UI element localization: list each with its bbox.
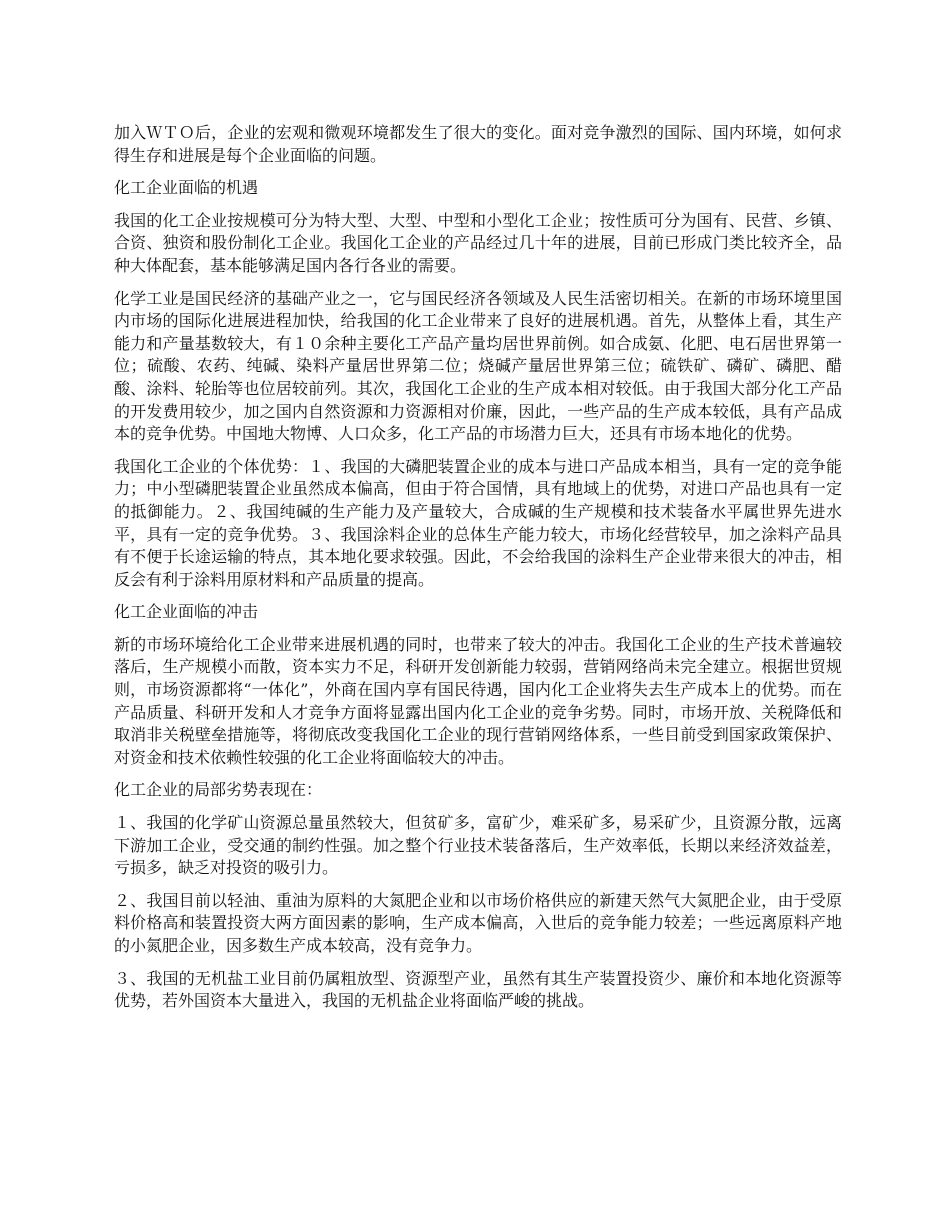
- section-heading-disadvantages: 化工企业的局部劣势表现在：: [114, 780, 323, 800]
- paragraph-disadvantage-mining: １、我国的化学矿山资源总量虽然较大，但贫矿多，富矿少，难采矿多，易采矿少，且资源分散，远离下游加工企业，受交通的制约性强。加之整个行业技术装备落后，生产效率低，长期以来经济效益差，亏损多，缺乏对投资的吸引力。: [114, 813, 842, 878]
- paragraph-enterprise-types: 我国的化工企业按规模可分为特大型、大型、中型和小型化工企业；按性质可分为国有、民营、乡镇、合资、独资和股份制化工企业。我国化工企业的产品经过几十年的进展，目前已形成门类比较齐全，品种大体配套，基本能够满足国内各行各业的需要。: [114, 210, 842, 275]
- paragraph-individual-advantages: 我国化工企业的个体优势：１、我国的大磷肥装置企业的成本与进口产品成本相当，具有一定的竞争能力；中小型磷肥装置企业虽然成本偏高，但由于符合国情，具有地域上的优势，对进口产品也具有一定的抵御能力。２、我国纯碱的生产能力及产量较大，合成碱的生产规模和技术装备水平属世界先进水平，具有一定的竞争优势。３、我国涂料企业的总体生产能力较大，市场化经营较早，加之涂料产品具有不便于长途运输的特点，其本地化要求较强。因此，不会给我国的涂料生产企业带来很大的冲击，相反会有利于涂料用原材料和产品质量的提高。: [114, 456, 842, 589]
- paragraph-impact: 新的市场环境给化工企业带来进展机遇的同时，也带来了较大的冲击。我国化工企业的生产技术普遍较落后，生产规模小而散，资本实力不足，科研开发创新能力较弱，营销网络尚未完全建立。根据世贸规则，市场资源都将“一体化”，外商在国内享有国民待遇，国内化工企业将失去生产成本上的优势。而在产品质量、科研开发和人才竞争方面将显露出国内化工企业的竞争劣势。同时，市场开放、关税降低和取消非关税壁垒措施等，将彻底改变我国化工企业的现行营销网络体系，一些目前受到国家政策保护、对资金和技术依赖性较强的化工企业将面临较大的冲击。: [114, 634, 842, 767]
- paragraph-disadvantage-nitrogen: ２、我国目前以轻油、重油为原料的大氮肥企业和以市场价格供应的新建天然气大氮肥企业，由于受原料价格高和装置投资大两方面因素的影响，生产成本偏高，入世后的竞争能力较差；一些远离原料产地的小氮肥企业，因多数生产成本较高，没有竞争力。: [114, 890, 842, 955]
- document-body: [114, 122, 842, 1023]
- section-heading-opportunities: 化工企业面临的机遇: [114, 178, 259, 198]
- paragraph-disadvantage-inorganic-salt: ３、我国的无机盐工业目前仍属粗放型、资源型产业，虽然有其生产装置投资少、廉价和本地化资源等优势，若外国资本大量进入，我国的无机盐企业将面临严峻的挑战。: [114, 968, 842, 1011]
- section-heading-impact: 化工企业面临的冲击: [114, 602, 259, 622]
- intro-paragraph: 加入ＷＴＯ后，企业的宏观和微观环境都发生了很大的变化。面对竞争激烈的国际、国内环境，如何求得生存和进展是每个企业面临的问题。: [114, 123, 842, 165]
- paragraph-industry-opportunities: 化学工业是国民经济的基础产业之一，它与国民经济各领域及人民生活密切相关。在新的市场环境里国内市场的国际化进展进程加快，给我国的化工企业带来了良好的进展机遇。首先，从整体上看，其生产能力和产量基数较大，有１０余种主要化工产品产量均居世界前例。如合成氨、化肥、电石居世界第一位；硫酸、农药、纯碱、染料产量居世界第二位；烧碱产量居世界第三位；硫铁矿、磷矿、磷肥、醋酸、涂料、轮胎等也位居较前列。其次，我国化工企业的生产成本相对较低。由于我国大部分化工产品的开发费用较少，加之国内自然资源和力资源相对价廉，因此，一些产品的生产成本较低，具有产品成本的竞争优势。中国地大物博、人口众多，化工产品的市场潜力巨大，还具有市场本地化的优势。: [114, 288, 842, 444]
